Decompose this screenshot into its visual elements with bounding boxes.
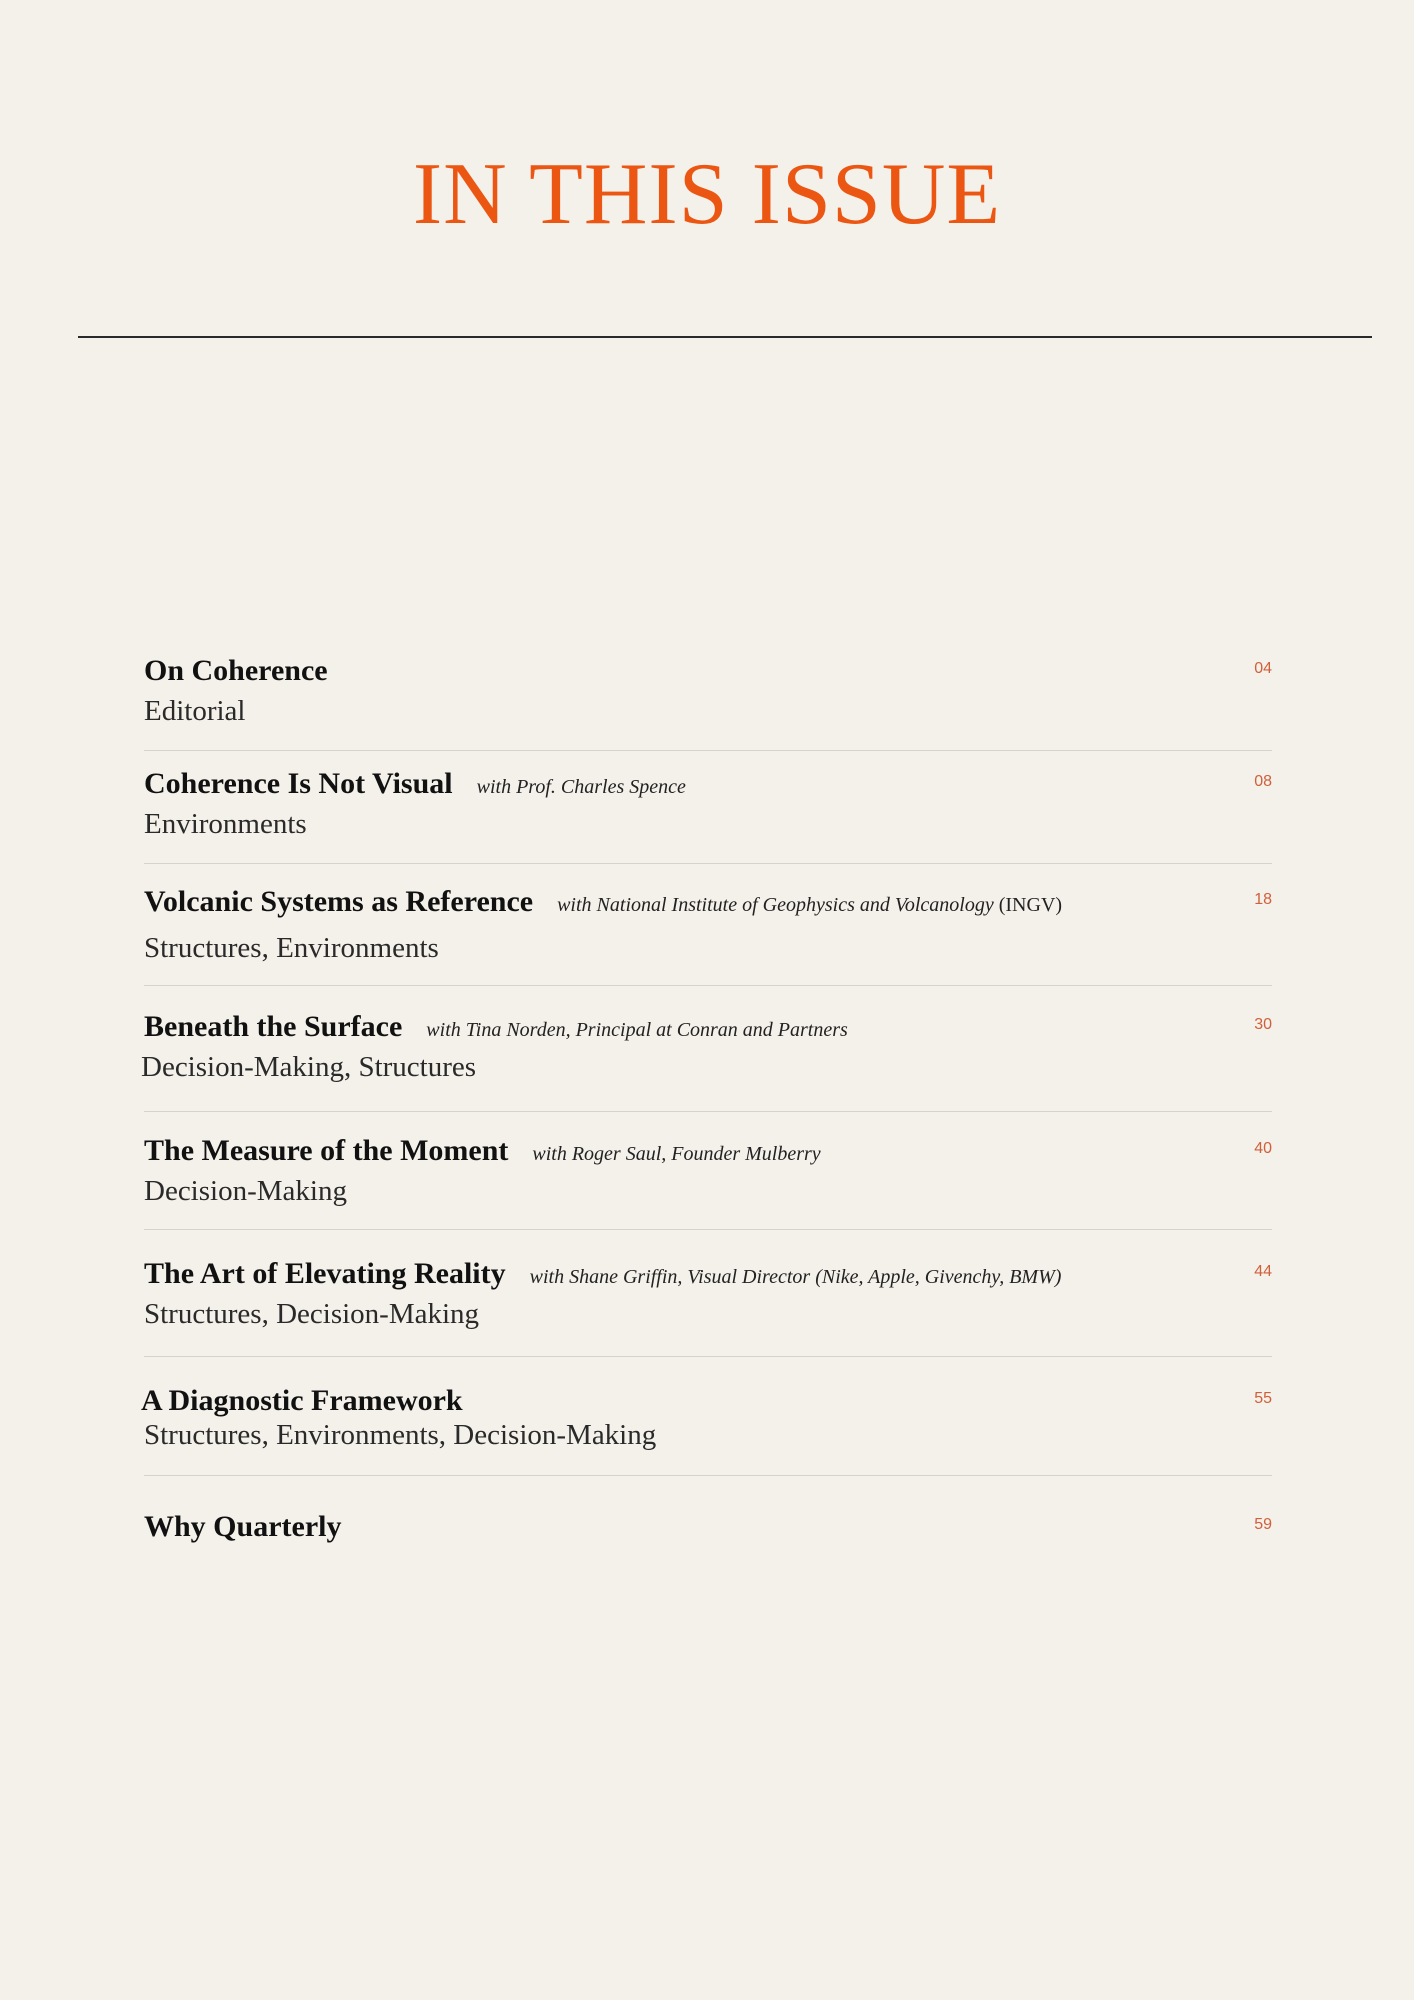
entry-page-number: 59 — [1254, 1516, 1272, 1533]
entry-page-number: 44 — [1254, 1263, 1272, 1280]
toc-entry-diagnostic-framework[interactable] — [141, 1381, 1272, 1461]
entry-title: Coherence Is Not Visual — [144, 767, 453, 800]
entry-title-line — [144, 651, 328, 691]
entry-title: A Diagnostic Framework — [141, 1384, 463, 1417]
entry-page-number: 30 — [1254, 1016, 1272, 1033]
entry-guest: with Tina Norden, Principal at Conran and Partners — [426, 1019, 848, 1041]
entry-title: Beneath the Surface — [144, 1010, 403, 1043]
entry-section: Structures, Decision-Making — [144, 1298, 480, 1330]
entry-guest: with National Institute of Geophysics and Volcanology — [557, 894, 994, 916]
entry-page-number: 40 — [1254, 1140, 1272, 1157]
entry-guest-extra: (INGV) — [998, 894, 1063, 916]
entry-title: The Art of Elevating Reality — [144, 1257, 506, 1290]
entry-section: Structures, Environments, Decision-Making — [144, 1419, 657, 1451]
entry-divider — [144, 863, 1272, 864]
toc-entry-why-quarterly[interactable] — [144, 1507, 1272, 1547]
entry-section: Decision-Making — [144, 1175, 347, 1207]
toc-entry-art-of-elevating-reality[interactable] — [144, 1254, 1272, 1334]
entry-section: Environments — [144, 808, 307, 840]
toc-entry-volcanic-systems[interactable] — [144, 882, 1272, 962]
title-divider — [78, 336, 1372, 338]
entry-page-number: 55 — [1254, 1390, 1272, 1407]
toc-entry-measure-of-the-moment[interactable] — [144, 1131, 1272, 1211]
entry-divider — [144, 1111, 1272, 1112]
entry-title: Why Quarterly — [144, 1510, 342, 1543]
entry-divider — [144, 985, 1272, 986]
entry-title: On Coherence — [144, 654, 328, 687]
entry-section: Editorial — [144, 695, 246, 727]
entry-title: The Measure of the Moment — [144, 1134, 509, 1167]
entry-title-line — [144, 1131, 821, 1171]
entry-page-number: 04 — [1254, 660, 1272, 677]
entry-divider — [144, 1229, 1272, 1230]
entry-title-line — [144, 1254, 1061, 1294]
entry-guest: with Shane Griffin, Visual Director (Nike, Apple, Givenchy, BMW) — [529, 1266, 1062, 1288]
entry-title-line — [144, 764, 686, 804]
entry-title: Volcanic Systems as Reference — [144, 885, 534, 918]
entry-title-line — [144, 882, 1062, 922]
toc-entry-on-coherence[interactable] — [144, 651, 1272, 731]
toc-entry-coherence-is-not-visual[interactable] — [144, 764, 1272, 844]
page-title: IN THIS ISSUE — [412, 146, 1002, 243]
entry-divider — [144, 1356, 1272, 1357]
entry-section: Structures, Environments — [144, 932, 439, 964]
toc-entry-beneath-the-surface[interactable] — [141, 1007, 1272, 1087]
entry-divider — [144, 750, 1272, 751]
entry-guest: with Prof. Charles Spence — [476, 776, 686, 798]
entry-page-number: 08 — [1254, 773, 1272, 790]
entry-guest: with Roger Saul, Founder Mulberry — [532, 1143, 821, 1165]
entry-section: Decision-Making, Structures — [141, 1051, 477, 1083]
entry-divider — [144, 1475, 1272, 1476]
entry-page-number: 18 — [1254, 891, 1272, 908]
entry-title-line — [144, 1007, 848, 1047]
entry-title-line — [144, 1507, 341, 1547]
